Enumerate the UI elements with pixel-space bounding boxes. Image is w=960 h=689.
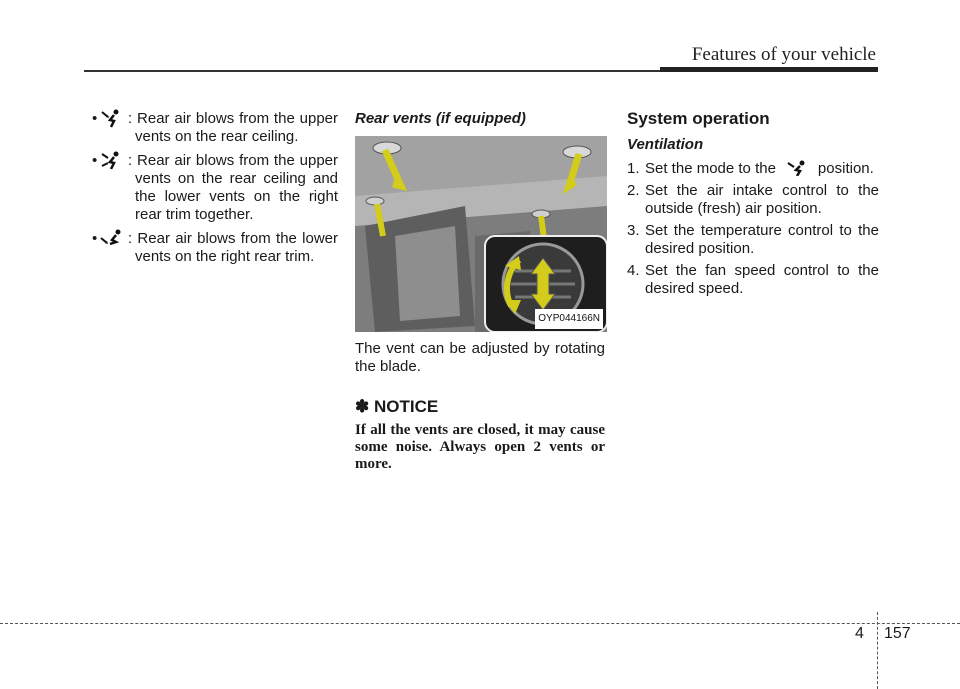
chapter-number: 4: [855, 625, 864, 642]
right-column: [627, 110, 879, 302]
list-item: • : Rear air blows from the lower vents on the right rear trim.: [92, 230, 338, 265]
header-rule-accent: [660, 67, 878, 72]
section-title: System operation: [627, 109, 770, 128]
vent-upper-icon: [784, 160, 810, 176]
bullet-text: : Rear air blows from the upper vents on the rear ceiling.: [128, 110, 338, 145]
page-number: 157: [884, 625, 911, 642]
list-item: • : Rear air blows from the upper vents on the rear ceiling and the lower vents on the right rear trim together.: [92, 152, 338, 223]
vent-lower-icon: [98, 228, 124, 248]
list-item: 2. Set the air intake control to the outside (fresh) air position.: [627, 182, 879, 217]
bullet-text: : Rear air blows from the upper vents on the rear ceiling and the lower vents on the right rear trim together.: [128, 152, 338, 223]
section-title: Rear vents (if equipped): [355, 110, 526, 127]
left-column: [92, 110, 338, 272]
rear-vent-illustration: [355, 136, 607, 332]
vent-upper-icon: [98, 108, 124, 128]
header-title: Features of your vehicle: [691, 44, 876, 65]
list-item: 1. Set the mode to the position.: [627, 160, 874, 177]
footer-rule: [0, 623, 960, 624]
rear-vent-photo: [355, 136, 607, 332]
footer-divider: [877, 612, 878, 689]
list-item: 3. Set the temperature control to the desired position.: [627, 222, 879, 257]
list-item: • : Rear air blows from the upper vents on the rear ceiling.: [92, 110, 338, 145]
bullet-text: : Rear air blows from the lower vents on the right rear trim.: [128, 230, 338, 265]
middle-column: [355, 110, 605, 473]
list-item: 4. Set the fan speed control to the desired speed.: [627, 262, 879, 297]
subsection-title: Ventilation: [627, 136, 704, 153]
vent-description: The vent can be adjusted by rotating the blade.: [355, 340, 605, 375]
photo-caption: OYP044166N: [535, 309, 603, 329]
notice-body: If all the vents are closed, it may cause some noise. Always open 2 vents or more.: [355, 422, 605, 472]
notice-title: ✽ NOTICE: [355, 397, 439, 416]
vent-upper-lower-icon: [98, 150, 124, 170]
